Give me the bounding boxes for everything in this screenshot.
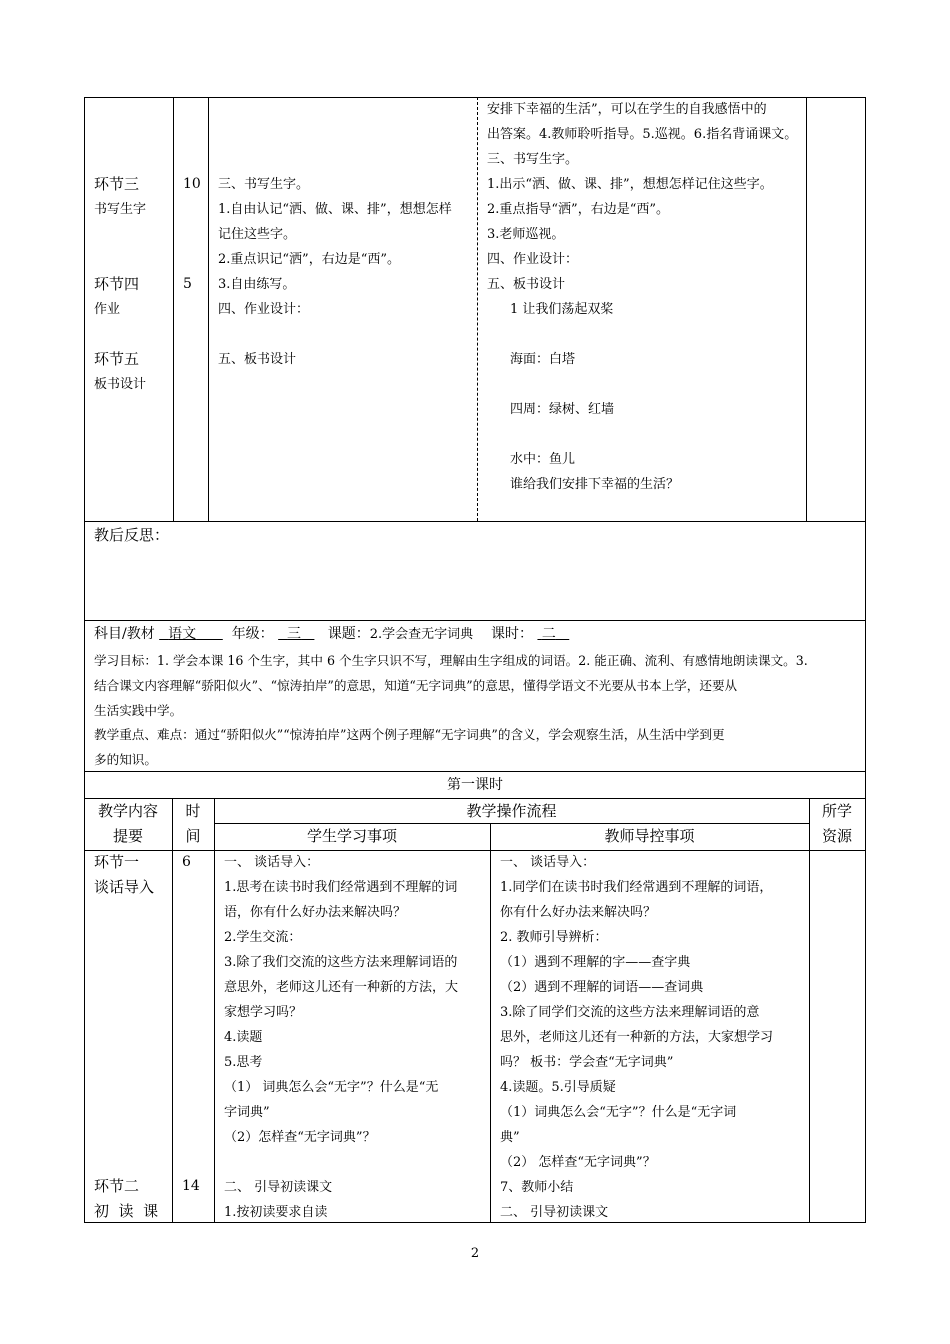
learning-goals — [94, 648, 864, 723]
text-line — [224, 1150, 488, 1175]
board-line: 1 让我们荡起双桨 — [510, 302, 614, 317]
text-line: 2.重点识记“洒”，右边是“西”。 — [218, 252, 400, 267]
text-line: 四、作业设计： — [487, 252, 579, 267]
text-line: 记住这些字。 — [218, 227, 297, 242]
text-line: （2） 怎样查“无字词典”？ — [500, 1155, 656, 1170]
key-line: 教学重点、难点：通过“骄阳似火”“惊涛拍岸”这两个例子理解“无字词典”的含义，学会观察生活，从生活中学到更 — [94, 727, 725, 742]
reflection-label: 教后反思： — [94, 526, 170, 544]
top-table-divider — [806, 97, 807, 521]
text-line: 4.读题。5.引导质疑 — [500, 1080, 616, 1095]
bottom-teacher-column — [500, 850, 808, 1225]
grade-value — [278, 626, 314, 642]
top-table-divider — [173, 97, 174, 521]
board-design — [510, 297, 800, 497]
header-time — [172, 799, 214, 849]
key-line: 多的知识。 — [94, 752, 157, 767]
board-line: 海面：白塔 — [510, 352, 576, 367]
header-teacher: 教师导控事项 — [604, 827, 695, 845]
text-line: 7、教师小结 — [500, 1180, 574, 1195]
page-number: 2 — [470, 1246, 480, 1261]
goals-line: 学习目标：1. 学会本课 16 个生字，其中 6 个生字只识不写，理解由生字组成的词语。2. 能正确、流利、有感情地朗读课文。3. — [94, 653, 808, 668]
bottom-table-divider — [809, 798, 810, 1223]
header-content-line: 教学内容 — [97, 802, 158, 820]
section-2-sub: 初 读 课 — [94, 1202, 159, 1220]
text-line: 五、板书设计 — [218, 352, 297, 367]
text-line: 三、书写生字。 — [487, 152, 579, 167]
text-line: （1） 词典怎么会“无字”？什么是“无 — [224, 1080, 439, 1095]
text-line: 5.思考 — [224, 1055, 263, 1070]
text-line: 吗？ 板书：学会查“无字词典” — [500, 1055, 674, 1070]
header-flow: 教学操作流程 — [466, 802, 557, 820]
header-resource — [809, 799, 865, 849]
grade-value-text: 三 — [287, 626, 302, 642]
header-content — [84, 799, 172, 849]
section-3-title: 环节三 — [94, 175, 140, 193]
text-line — [218, 322, 476, 347]
bottom-table-divider — [214, 798, 215, 1223]
info-line — [94, 622, 569, 647]
text-line: 出答案。4.教师聆听指导。5.巡视。6.指名背诵课文。 — [487, 127, 798, 142]
lesson-title: 第一课时 — [447, 777, 503, 793]
section-2-title: 环节二 — [94, 1177, 140, 1195]
text-line: 3.自由练写。 — [218, 277, 296, 292]
bottom-table-divider — [490, 823, 491, 1223]
text-line: 二、 引导初读课文 — [224, 1180, 333, 1195]
hours-value — [537, 626, 569, 642]
board-line: 谁给我们安排下幸福的生活？ — [510, 477, 680, 492]
text-line: 四、作业设计： — [218, 302, 310, 317]
board-line — [510, 422, 800, 447]
text-line: 意思外，老师这儿还有一种新的方法，大 — [224, 980, 459, 995]
text-line: 你有什么好办法来解决吗？ — [500, 905, 657, 920]
top-table-border-bottom — [84, 521, 866, 522]
bottom-student-column — [224, 850, 488, 1225]
hours-label: 课时： — [490, 626, 533, 642]
grade-label: 年级： — [231, 626, 274, 642]
header-resource-line: 资源 — [821, 827, 852, 845]
header-time-line: 间 — [185, 827, 201, 845]
text-line: 典” — [500, 1130, 520, 1145]
header-time-line: 时 — [185, 802, 201, 820]
section-1-title: 环节一 — [94, 853, 140, 871]
section-4-time: 5 — [183, 276, 192, 292]
goals-line: 结合课文内容理解“骄阳似火”、“惊涛拍岸”的意思，知道“无字词典”的意思，懂得学语文不光要从书本上学，还要从 — [94, 678, 738, 693]
top-table-divider — [208, 97, 209, 521]
section-3-sub: 书写生字 — [94, 202, 147, 217]
topic-value: 2.学会查无字词典 — [369, 627, 474, 642]
board-line — [510, 322, 800, 347]
text-line: 二、 引导初读课文 — [500, 1205, 609, 1220]
section-1-sub: 谈话导入 — [94, 878, 155, 896]
text-line: （1）遇到不理解的字——查字典 — [500, 955, 691, 970]
hours-value-text: 二 — [541, 626, 556, 642]
text-line: 一、 谈话导入： — [224, 855, 320, 870]
text-line: 2. 教师引导辨析： — [500, 930, 608, 945]
text-line: 思外，老师这儿还有一种新的方法，大家想学习 — [500, 1030, 774, 1045]
section-1-time: 6 — [182, 854, 191, 870]
board-line — [510, 372, 800, 397]
text-line: 4.读题 — [224, 1030, 263, 1045]
key-points — [94, 722, 864, 772]
text-line: 1.自由认记“洒、做、课、排”，想想怎样 — [218, 202, 452, 217]
top-student-column — [218, 172, 476, 372]
board-line: 四周：绿树、红墙 — [510, 402, 615, 417]
text-line: 1.按初读要求自读 — [224, 1205, 328, 1220]
header-student: 学生学习事项 — [306, 827, 397, 845]
text-line: 2.重点指导“洒”，右边是“西”。 — [487, 202, 669, 217]
reflection-border-bottom — [84, 620, 866, 621]
subject-label: 科目/教材 — [94, 626, 155, 642]
text-line: 语，你有什么好办法来解决吗？ — [224, 905, 407, 920]
goals-line: 生活实践中学。 — [94, 703, 183, 718]
subject-value-text: 语文 — [168, 626, 197, 642]
text-line: 1.出示“洒、做、课、排”，想想怎样记住这些字。 — [487, 177, 773, 192]
table-border-left — [84, 97, 85, 1223]
text-line: 2.学生交流： — [224, 930, 302, 945]
text-line: 1.同学们在读书时我们经常遇到不理解的词语， — [500, 880, 773, 895]
text-line: （2）怎样查“无字词典”？ — [224, 1130, 376, 1145]
section-4-sub: 作业 — [94, 302, 121, 317]
text-line: 字词典” — [224, 1105, 270, 1120]
header-content-line: 提要 — [112, 827, 143, 845]
table-border-right — [865, 97, 866, 1223]
section-4-title: 环节四 — [94, 275, 140, 293]
board-line: 水中：鱼儿 — [510, 452, 576, 467]
section-2-time: 14 — [182, 1178, 200, 1194]
top-teacher-column — [487, 97, 805, 297]
subject-value — [159, 626, 223, 642]
text-line: （2）遇到不理解的词语——查词典 — [500, 980, 704, 995]
topic-label: 课题： — [327, 626, 370, 642]
text-line: 五、板书设计 — [487, 277, 566, 292]
bottom-table-divider — [172, 798, 173, 1223]
text-line: （1）词典怎么会“无字”？什么是“无字词 — [500, 1105, 737, 1120]
text-line: 3.除了同学们交流的这些方法来理解词语的意 — [500, 1005, 760, 1020]
text-line: 3.除了我们交流的这些方法来理解词语的 — [224, 955, 458, 970]
text-line: 一、 谈话导入： — [500, 855, 596, 870]
header-resource-line: 所学 — [821, 802, 852, 820]
section-5-title: 环节五 — [94, 350, 140, 368]
text-line: 3.老师巡视。 — [487, 227, 565, 242]
text-line: 家想学习吗？ — [224, 1005, 303, 1020]
text-line: 安排下幸福的生活”，可以在学生的自我感悟中的 — [487, 102, 767, 117]
text-line: 1.思考在读书时我们经常遇到不理解的词 — [224, 880, 458, 895]
top-table-dashed-divider — [477, 97, 478, 521]
section-5-sub: 板书设计 — [94, 377, 147, 392]
section-3-time: 10 — [183, 176, 201, 192]
text-line: 三、书写生字。 — [218, 177, 310, 192]
